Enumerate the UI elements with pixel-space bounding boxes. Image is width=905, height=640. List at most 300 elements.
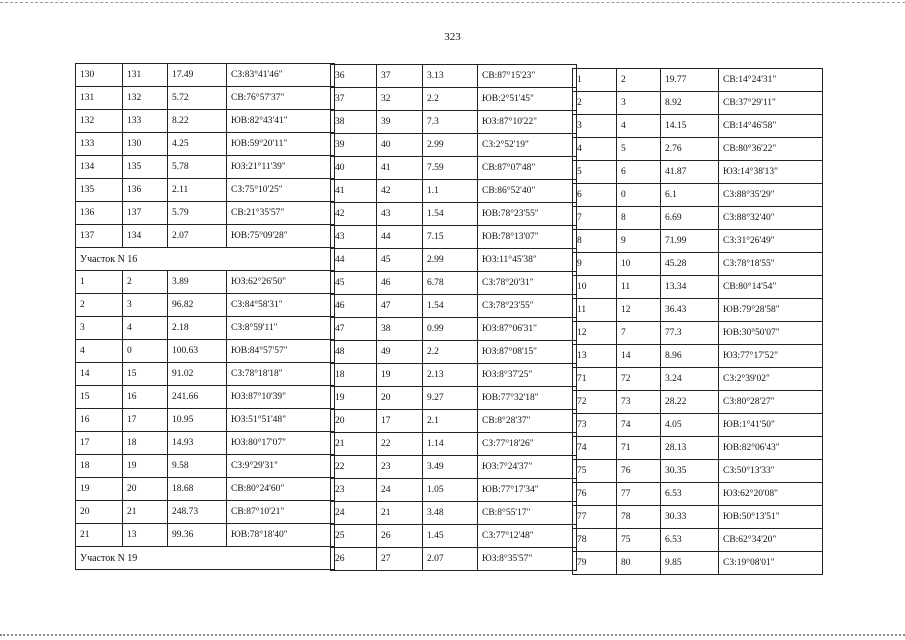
point-from-cell: 1 <box>76 271 123 294</box>
point-from-cell: 78 <box>573 529 617 552</box>
point-to-cell: 130 <box>123 133 168 156</box>
table-row <box>573 69 823 92</box>
bearing-cell: СЗ:84°58'31" <box>227 294 335 317</box>
distance-cell: 8.92 <box>661 92 719 115</box>
distance-cell: 2.99 <box>423 134 478 157</box>
table-row <box>76 133 335 156</box>
bearing-cell: ЮВ:75°09'28" <box>227 225 335 248</box>
table-row <box>573 230 823 253</box>
table-row <box>76 455 335 478</box>
point-to-cell: 2 <box>617 69 661 92</box>
table-row <box>573 345 823 368</box>
distance-cell: 248.73 <box>168 501 227 524</box>
distance-cell: 3.89 <box>168 271 227 294</box>
bearing-cell: СЗ:77°12'48" <box>478 525 577 548</box>
point-to-cell: 133 <box>123 110 168 133</box>
distance-cell: 8.22 <box>168 110 227 133</box>
bearing-cell: СЗ:80°28'27" <box>719 391 823 414</box>
distance-cell: 7.3 <box>423 111 478 134</box>
point-to-cell: 6 <box>617 161 661 184</box>
bearing-cell: СЗ:78°18'55" <box>719 253 823 276</box>
point-from-cell: 46 <box>331 295 377 318</box>
table-row <box>76 317 335 340</box>
table-row <box>573 483 823 506</box>
distance-cell: 96.82 <box>168 294 227 317</box>
table-row <box>331 410 577 433</box>
table-row <box>331 272 577 295</box>
point-to-cell: 3 <box>123 294 168 317</box>
point-from-cell: 132 <box>76 110 123 133</box>
point-from-cell: 13 <box>573 345 617 368</box>
bearing-cell: ЮВ:77°17'34" <box>478 479 577 502</box>
point-to-cell: 26 <box>377 525 423 548</box>
bearing-cell: ЮЗ:87°10'22" <box>478 111 577 134</box>
point-to-cell: 45 <box>377 249 423 272</box>
point-from-cell: 44 <box>331 249 377 272</box>
table-row <box>573 92 823 115</box>
bearing-cell: СЗ:19°08'01" <box>719 552 823 575</box>
point-from-cell: 39 <box>331 134 377 157</box>
point-from-cell: 11 <box>573 299 617 322</box>
table-row <box>573 276 823 299</box>
point-to-cell: 135 <box>123 156 168 179</box>
distance-cell: 2.13 <box>423 364 478 387</box>
bearing-cell: ЮВ:59°20'11" <box>227 133 335 156</box>
point-from-cell: 76 <box>573 483 617 506</box>
point-from-cell: 2 <box>76 294 123 317</box>
table-row <box>331 525 577 548</box>
point-to-cell: 17 <box>377 410 423 433</box>
table-row <box>331 157 577 180</box>
point-to-cell: 13 <box>123 524 168 547</box>
point-from-cell: 79 <box>573 552 617 575</box>
point-from-cell: 12 <box>573 322 617 345</box>
bearing-cell: СВ:87°10'21" <box>227 501 335 524</box>
bearing-cell: СВ:37°29'11" <box>719 92 823 115</box>
point-from-cell: 23 <box>331 479 377 502</box>
bearing-cell: ЮЗ:8°37'25" <box>478 364 577 387</box>
point-to-cell: 4 <box>617 115 661 138</box>
bearing-cell: СВ:8°55'17" <box>478 502 577 525</box>
bearing-cell: СЗ:78°23'55" <box>478 295 577 318</box>
point-from-cell: 6 <box>573 184 617 207</box>
bearing-cell: ЮЗ:62°20'08" <box>719 483 823 506</box>
bearing-cell: ЮЗ:7°24'37" <box>478 456 577 479</box>
distance-cell: 4.05 <box>661 414 719 437</box>
bearing-cell: СЗ:2°39'02" <box>719 368 823 391</box>
table-row <box>76 409 335 432</box>
bearing-cell: СВ:62°34'20" <box>719 529 823 552</box>
point-from-cell: 134 <box>76 156 123 179</box>
point-from-cell: 18 <box>331 364 377 387</box>
table-row <box>331 433 577 456</box>
bearing-cell: ЮЗ:11°45'38" <box>478 249 577 272</box>
point-to-cell: 44 <box>377 226 423 249</box>
point-from-cell: 4 <box>76 340 123 363</box>
point-to-cell: 134 <box>123 225 168 248</box>
bearing-cell: СВ:87°07'48" <box>478 157 577 180</box>
table-row <box>573 115 823 138</box>
point-to-cell: 0 <box>617 184 661 207</box>
bearing-cell: СВ:80°24'60" <box>227 478 335 501</box>
point-to-cell: 74 <box>617 414 661 437</box>
bearing-cell: ЮЗ:77°17'52" <box>719 345 823 368</box>
bearing-cell: ЮВ:50°13'51" <box>719 506 823 529</box>
bearing-cell: ЮЗ:62°26'50" <box>227 271 335 294</box>
point-from-cell: 19 <box>331 387 377 410</box>
distance-cell: 17.49 <box>168 64 227 87</box>
table-row <box>573 138 823 161</box>
table-row <box>331 318 577 341</box>
bearing-cell: ЮВ:78°18'40" <box>227 524 335 547</box>
bearing-cell: СЗ:83°41'46" <box>227 64 335 87</box>
point-from-cell: 43 <box>331 226 377 249</box>
section-title: Участок N 16 <box>76 248 335 271</box>
point-from-cell: 72 <box>573 391 617 414</box>
table-row <box>331 456 577 479</box>
bearing-cell: ЮЗ:8°35'57" <box>478 548 577 571</box>
bearing-cell: ЮВ:2°51'45" <box>478 88 577 111</box>
table-row <box>76 110 335 133</box>
distance-cell: 99.36 <box>168 524 227 547</box>
point-to-cell: 77 <box>617 483 661 506</box>
bearing-cell: ЮЗ:51°51'48" <box>227 409 335 432</box>
distance-cell: 19.77 <box>661 69 719 92</box>
table-row <box>331 134 577 157</box>
table-row <box>76 478 335 501</box>
distance-cell: 2.76 <box>661 138 719 161</box>
table-row <box>573 506 823 529</box>
point-from-cell: 40 <box>331 157 377 180</box>
point-to-cell: 22 <box>377 433 423 456</box>
table-row <box>331 387 577 410</box>
bearing-cell: ЮВ:82°43'41" <box>227 110 335 133</box>
point-from-cell: 10 <box>573 276 617 299</box>
distance-cell: 2.07 <box>423 548 478 571</box>
point-from-cell: 22 <box>331 456 377 479</box>
distance-cell: 2.07 <box>168 225 227 248</box>
point-from-cell: 47 <box>331 318 377 341</box>
distance-cell: 3.13 <box>423 65 478 88</box>
section-title: Участок N 19 <box>76 547 335 570</box>
point-from-cell: 24 <box>331 502 377 525</box>
distance-cell: 1.54 <box>423 295 478 318</box>
table-row <box>573 184 823 207</box>
bearing-cell: СЗ:75°10'25" <box>227 179 335 202</box>
distance-cell: 1.05 <box>423 479 478 502</box>
point-to-cell: 11 <box>617 276 661 299</box>
point-to-cell: 38 <box>377 318 423 341</box>
table-row <box>331 364 577 387</box>
point-to-cell: 21 <box>123 501 168 524</box>
distance-cell: 7.59 <box>423 157 478 180</box>
point-from-cell: 131 <box>76 87 123 110</box>
table-row <box>573 391 823 414</box>
table-row <box>573 253 823 276</box>
point-to-cell: 5 <box>617 138 661 161</box>
distance-cell: 241.66 <box>168 386 227 409</box>
point-to-cell: 76 <box>617 460 661 483</box>
distance-cell: 2.1 <box>423 410 478 433</box>
point-from-cell: 17 <box>76 432 123 455</box>
table-row <box>573 552 823 575</box>
bearing-cell: ЮЗ:14°38'13" <box>719 161 823 184</box>
point-from-cell: 73 <box>573 414 617 437</box>
distance-cell: 3.48 <box>423 502 478 525</box>
bearing-cell: СЗ:9°29'31" <box>227 455 335 478</box>
point-from-cell: 135 <box>76 179 123 202</box>
point-to-cell: 19 <box>377 364 423 387</box>
table-row <box>331 111 577 134</box>
table-row <box>573 437 823 460</box>
bearing-cell: СВ:80°36'22" <box>719 138 823 161</box>
bearing-cell: ЮВ:78°23'55" <box>478 203 577 226</box>
point-to-cell: 137 <box>123 202 168 225</box>
distance-cell: 28.22 <box>661 391 719 414</box>
bearing-cell: СЗ:77°18'26" <box>478 433 577 456</box>
table-row <box>331 548 577 571</box>
point-to-cell: 0 <box>123 340 168 363</box>
point-to-cell: 20 <box>377 387 423 410</box>
point-to-cell: 37 <box>377 65 423 88</box>
point-from-cell: 25 <box>331 525 377 548</box>
scan-bottom-edge <box>0 634 905 636</box>
distance-cell: 8.96 <box>661 345 719 368</box>
bearing-cell: СВ:14°24'31" <box>719 69 823 92</box>
table-row <box>573 161 823 184</box>
point-from-cell: 20 <box>331 410 377 433</box>
point-from-cell: 48 <box>331 341 377 364</box>
point-from-cell: 38 <box>331 111 377 134</box>
table-row <box>76 225 335 248</box>
distance-cell: 3.24 <box>661 368 719 391</box>
distance-cell: 14.15 <box>661 115 719 138</box>
table-row <box>573 299 823 322</box>
point-from-cell: 9 <box>573 253 617 276</box>
distance-cell: 6.78 <box>423 272 478 295</box>
table-column-left <box>75 63 335 570</box>
distance-cell: 91.02 <box>168 363 227 386</box>
table-column-right <box>572 68 823 575</box>
distance-cell: 30.35 <box>661 460 719 483</box>
table-row <box>573 322 823 345</box>
distance-cell: 9.58 <box>168 455 227 478</box>
bearing-cell: ЮЗ:87°08'15" <box>478 341 577 364</box>
point-from-cell: 21 <box>331 433 377 456</box>
table-column-middle <box>330 64 577 571</box>
point-from-cell: 3 <box>573 115 617 138</box>
distance-cell: 30.33 <box>661 506 719 529</box>
bearing-cell: СВ:8°28'37" <box>478 410 577 433</box>
point-to-cell: 19 <box>123 455 168 478</box>
point-to-cell: 20 <box>123 478 168 501</box>
point-to-cell: 9 <box>617 230 661 253</box>
point-from-cell: 19 <box>76 478 123 501</box>
point-to-cell: 75 <box>617 529 661 552</box>
table-row <box>331 479 577 502</box>
point-from-cell: 20 <box>76 501 123 524</box>
point-from-cell: 42 <box>331 203 377 226</box>
distance-cell: 45.28 <box>661 253 719 276</box>
table-row <box>76 363 335 386</box>
distance-cell: 1.14 <box>423 433 478 456</box>
table-row <box>76 179 335 202</box>
point-from-cell: 137 <box>76 225 123 248</box>
section-header-row <box>76 248 335 271</box>
distance-cell: 2.11 <box>168 179 227 202</box>
point-to-cell: 80 <box>617 552 661 575</box>
distance-cell: 1.45 <box>423 525 478 548</box>
point-to-cell: 41 <box>377 157 423 180</box>
point-from-cell: 21 <box>76 524 123 547</box>
bearing-cell: ЮВ:79°28'58" <box>719 299 823 322</box>
point-to-cell: 131 <box>123 64 168 87</box>
point-from-cell: 74 <box>573 437 617 460</box>
point-to-cell: 16 <box>123 386 168 409</box>
distance-cell: 2.2 <box>423 88 478 111</box>
table-row <box>331 226 577 249</box>
point-from-cell: 8 <box>573 230 617 253</box>
distance-cell: 77.3 <box>661 322 719 345</box>
point-to-cell: 43 <box>377 203 423 226</box>
bearing-cell: СЗ:78°18'18" <box>227 363 335 386</box>
distance-cell: 5.79 <box>168 202 227 225</box>
bearing-cell: СЗ:2°52'19" <box>478 134 577 157</box>
point-from-cell: 14 <box>76 363 123 386</box>
point-to-cell: 10 <box>617 253 661 276</box>
point-to-cell: 72 <box>617 368 661 391</box>
point-from-cell: 37 <box>331 88 377 111</box>
point-from-cell: 75 <box>573 460 617 483</box>
bearing-cell: ЮВ:77°32'18" <box>478 387 577 410</box>
point-to-cell: 12 <box>617 299 661 322</box>
table-row <box>331 341 577 364</box>
point-to-cell: 3 <box>617 92 661 115</box>
distance-cell: 1.1 <box>423 180 478 203</box>
point-from-cell: 133 <box>76 133 123 156</box>
distance-cell: 5.72 <box>168 87 227 110</box>
distance-cell: 41.87 <box>661 161 719 184</box>
point-to-cell: 23 <box>377 456 423 479</box>
distance-cell: 0.99 <box>423 318 478 341</box>
point-to-cell: 136 <box>123 179 168 202</box>
table-row <box>573 414 823 437</box>
distance-cell: 1.54 <box>423 203 478 226</box>
point-to-cell: 73 <box>617 391 661 414</box>
table-row <box>76 432 335 455</box>
distance-cell: 6.1 <box>661 184 719 207</box>
page-number: 323 <box>444 31 461 43</box>
bearing-cell: СВ:76°57'37" <box>227 87 335 110</box>
table-row <box>76 340 335 363</box>
distance-cell: 5.78 <box>168 156 227 179</box>
distance-cell: 6.53 <box>661 529 719 552</box>
point-from-cell: 3 <box>76 317 123 340</box>
table-row <box>76 271 335 294</box>
point-from-cell: 41 <box>331 180 377 203</box>
bearing-cell: ЮЗ:21°11'39" <box>227 156 335 179</box>
table-row <box>331 203 577 226</box>
point-from-cell: 45 <box>331 272 377 295</box>
point-to-cell: 32 <box>377 88 423 111</box>
bearing-cell: ЮЗ:80°17'07" <box>227 432 335 455</box>
bearing-cell: СЗ:31°26'49" <box>719 230 823 253</box>
distance-cell: 100.63 <box>168 340 227 363</box>
table-row <box>76 64 335 87</box>
distance-cell: 18.68 <box>168 478 227 501</box>
point-to-cell: 7 <box>617 322 661 345</box>
point-from-cell: 1 <box>573 69 617 92</box>
table-row <box>76 501 335 524</box>
point-to-cell: 4 <box>123 317 168 340</box>
point-to-cell: 27 <box>377 548 423 571</box>
bearing-cell: СЗ:50°13'33" <box>719 460 823 483</box>
point-to-cell: 78 <box>617 506 661 529</box>
table-row <box>76 202 335 225</box>
distance-cell: 9.27 <box>423 387 478 410</box>
distance-cell: 14.93 <box>168 432 227 455</box>
table-row <box>76 386 335 409</box>
distance-cell: 4.25 <box>168 133 227 156</box>
distance-cell: 7.15 <box>423 226 478 249</box>
point-to-cell: 24 <box>377 479 423 502</box>
point-from-cell: 15 <box>76 386 123 409</box>
bearing-cell: СВ:80°14'54" <box>719 276 823 299</box>
table-row <box>76 87 335 110</box>
distance-cell: 6.53 <box>661 483 719 506</box>
point-to-cell: 2 <box>123 271 168 294</box>
point-to-cell: 18 <box>123 432 168 455</box>
point-to-cell: 15 <box>123 363 168 386</box>
point-to-cell: 8 <box>617 207 661 230</box>
table-row <box>331 88 577 111</box>
point-from-cell: 36 <box>331 65 377 88</box>
bearing-cell: СЗ:88°35'29" <box>719 184 823 207</box>
point-from-cell: 77 <box>573 506 617 529</box>
table-row <box>573 529 823 552</box>
table-row <box>331 249 577 272</box>
point-to-cell: 47 <box>377 295 423 318</box>
table-row <box>331 502 577 525</box>
distance-cell: 36.43 <box>661 299 719 322</box>
distance-cell: 2.99 <box>423 249 478 272</box>
distance-cell: 9.85 <box>661 552 719 575</box>
point-to-cell: 46 <box>377 272 423 295</box>
bearing-cell: СВ:87°15'23" <box>478 65 577 88</box>
bearing-cell: ЮВ:1°41'50" <box>719 414 823 437</box>
table-row <box>76 156 335 179</box>
point-from-cell: 26 <box>331 548 377 571</box>
distance-cell: 13.34 <box>661 276 719 299</box>
bearing-cell: СВ:86°52'40" <box>478 180 577 203</box>
point-to-cell: 39 <box>377 111 423 134</box>
bearing-cell: ЮЗ:87°06'31" <box>478 318 577 341</box>
table-row <box>573 460 823 483</box>
section-header-row <box>76 547 335 570</box>
point-from-cell: 136 <box>76 202 123 225</box>
table-row <box>573 207 823 230</box>
point-from-cell: 5 <box>573 161 617 184</box>
point-to-cell: 40 <box>377 134 423 157</box>
point-from-cell: 130 <box>76 64 123 87</box>
table-row <box>331 180 577 203</box>
distance-cell: 28.13 <box>661 437 719 460</box>
point-to-cell: 42 <box>377 180 423 203</box>
distance-cell: 10.95 <box>168 409 227 432</box>
table-row <box>331 65 577 88</box>
point-to-cell: 49 <box>377 341 423 364</box>
point-to-cell: 17 <box>123 409 168 432</box>
